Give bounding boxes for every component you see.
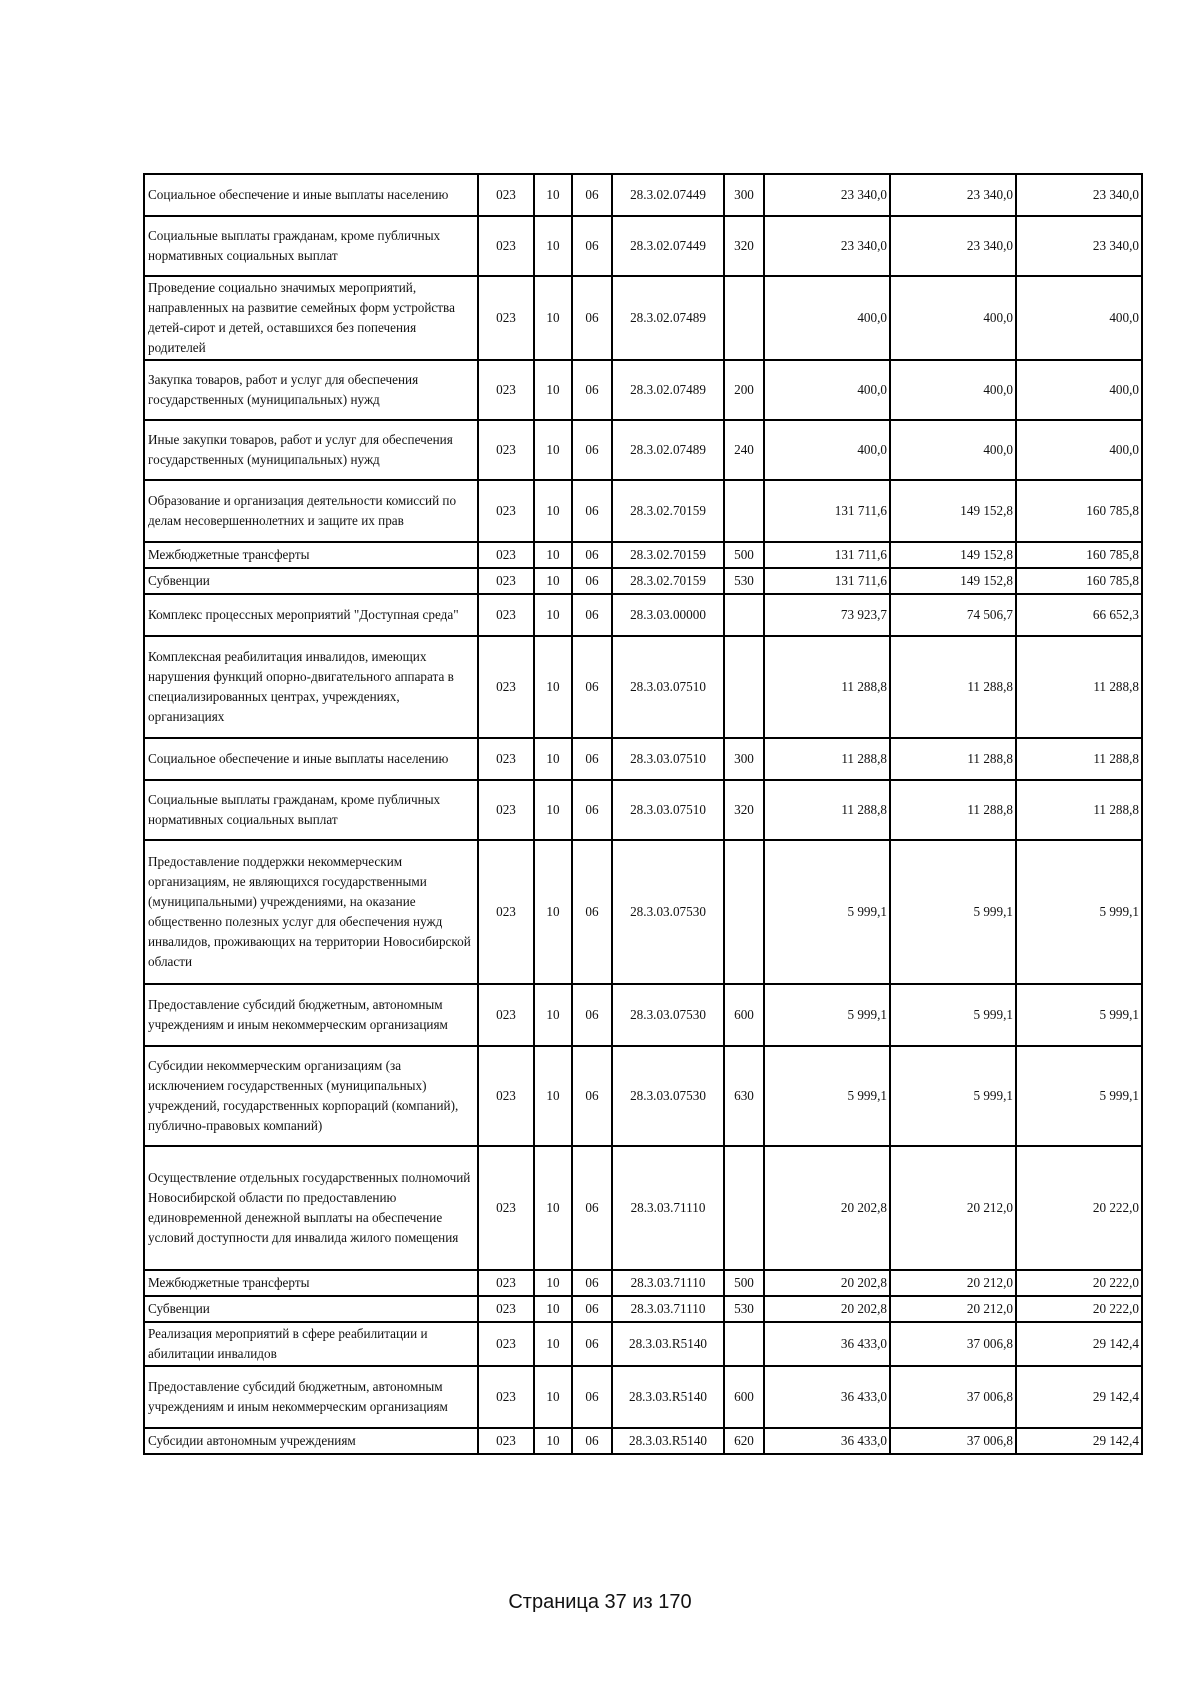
cell-name: Субвенции xyxy=(144,1296,478,1322)
cell-vr: 500 xyxy=(724,1270,764,1296)
cell-pr: 06 xyxy=(572,1322,612,1366)
cell-rz: 10 xyxy=(534,1146,572,1270)
cell-pr: 06 xyxy=(572,174,612,216)
cell-ved: 023 xyxy=(478,1270,534,1296)
cell-amount-year3: 11 288,8 xyxy=(1016,780,1142,840)
cell-csr: 28.3.03.R5140 xyxy=(612,1366,724,1428)
cell-amount-year3: 160 785,8 xyxy=(1016,568,1142,594)
cell-pr: 06 xyxy=(572,480,612,542)
cell-amount-year1: 20 202,8 xyxy=(764,1270,890,1296)
cell-amount-year1: 36 433,0 xyxy=(764,1366,890,1428)
cell-vr: 320 xyxy=(724,780,764,840)
cell-ved: 023 xyxy=(478,1296,534,1322)
cell-ved: 023 xyxy=(478,480,534,542)
cell-amount-year1: 5 999,1 xyxy=(764,1046,890,1146)
cell-name: Реализация мероприятий в сфере реабилитации и абилитации инвалидов xyxy=(144,1322,478,1366)
cell-csr: 28.3.03.R5140 xyxy=(612,1428,724,1454)
cell-name: Проведение социально значимых мероприятий, направленных на развитие семейных форм устройства детей-сирот и детей, оставшихся без попечения родителей xyxy=(144,276,478,360)
cell-name: Социальные выплаты гражданам, кроме публичных нормативных социальных выплат xyxy=(144,216,478,276)
table-row xyxy=(144,542,1142,568)
cell-ved: 023 xyxy=(478,594,534,636)
cell-amount-year3: 5 999,1 xyxy=(1016,1046,1142,1146)
cell-pr: 06 xyxy=(572,984,612,1046)
cell-amount-year2: 23 340,0 xyxy=(890,174,1016,216)
cell-amount-year1: 131 711,6 xyxy=(764,542,890,568)
cell-name: Комплекс процессных мероприятий "Доступная среда" xyxy=(144,594,478,636)
table-row xyxy=(144,594,1142,636)
cell-vr xyxy=(724,276,764,360)
table-row xyxy=(144,1296,1142,1322)
cell-amount-year2: 20 212,0 xyxy=(890,1296,1016,1322)
cell-vr: 500 xyxy=(724,542,764,568)
cell-rz: 10 xyxy=(534,1428,572,1454)
cell-csr: 28.3.02.07449 xyxy=(612,216,724,276)
cell-csr: 28.3.03.71110 xyxy=(612,1146,724,1270)
table-row xyxy=(144,1428,1142,1454)
cell-pr: 06 xyxy=(572,840,612,984)
cell-ved: 023 xyxy=(478,738,534,780)
cell-amount-year1: 20 202,8 xyxy=(764,1146,890,1270)
cell-amount-year1: 400,0 xyxy=(764,276,890,360)
cell-csr: 28.3.03.71110 xyxy=(612,1296,724,1322)
cell-rz: 10 xyxy=(534,568,572,594)
cell-rz: 10 xyxy=(534,636,572,738)
cell-name: Комплексная реабилитация инвалидов, имеющих нарушения функций опорно-двигательного аппарата в специализированных центрах, учреждениях, организациях xyxy=(144,636,478,738)
cell-name: Предоставление субсидий бюджетным, автономным учреждениям и иным некоммерческим организациям xyxy=(144,1366,478,1428)
cell-amount-year1: 73 923,7 xyxy=(764,594,890,636)
cell-amount-year1: 131 711,6 xyxy=(764,480,890,542)
cell-amount-year1: 11 288,8 xyxy=(764,738,890,780)
cell-vr: 320 xyxy=(724,216,764,276)
cell-ved: 023 xyxy=(478,840,534,984)
cell-rz: 10 xyxy=(534,1046,572,1146)
cell-name: Социальные выплаты гражданам, кроме публичных нормативных социальных выплат xyxy=(144,780,478,840)
cell-pr: 06 xyxy=(572,1366,612,1428)
cell-csr: 28.3.02.70159 xyxy=(612,542,724,568)
cell-name: Межбюджетные трансферты xyxy=(144,542,478,568)
cell-name: Предоставление субсидий бюджетным, автономным учреждениям и иным некоммерческим организациям xyxy=(144,984,478,1046)
table-row xyxy=(144,216,1142,276)
cell-amount-year2: 400,0 xyxy=(890,276,1016,360)
cell-amount-year2: 149 152,8 xyxy=(890,568,1016,594)
cell-csr: 28.3.02.07449 xyxy=(612,174,724,216)
cell-amount-year1: 400,0 xyxy=(764,360,890,420)
cell-name: Закупка товаров, работ и услуг для обеспечения государственных (муниципальных) нужд xyxy=(144,360,478,420)
table-row xyxy=(144,360,1142,420)
cell-pr: 06 xyxy=(572,1428,612,1454)
cell-csr: 28.3.03.07510 xyxy=(612,780,724,840)
cell-csr: 28.3.03.07530 xyxy=(612,1046,724,1146)
cell-vr: 200 xyxy=(724,360,764,420)
cell-amount-year1: 23 340,0 xyxy=(764,216,890,276)
cell-rz: 10 xyxy=(534,840,572,984)
cell-name: Социальное обеспечение и иные выплаты населению xyxy=(144,174,478,216)
cell-amount-year3: 20 222,0 xyxy=(1016,1296,1142,1322)
cell-name: Межбюджетные трансферты xyxy=(144,1270,478,1296)
cell-pr: 06 xyxy=(572,1270,612,1296)
cell-vr: 240 xyxy=(724,420,764,480)
cell-pr: 06 xyxy=(572,216,612,276)
cell-amount-year1: 400,0 xyxy=(764,420,890,480)
cell-ved: 023 xyxy=(478,1046,534,1146)
budget-table-body xyxy=(144,174,1142,1454)
cell-ved: 023 xyxy=(478,568,534,594)
cell-amount-year3: 160 785,8 xyxy=(1016,480,1142,542)
table-row xyxy=(144,1322,1142,1366)
cell-amount-year1: 23 340,0 xyxy=(764,174,890,216)
cell-amount-year2: 149 152,8 xyxy=(890,542,1016,568)
cell-amount-year2: 20 212,0 xyxy=(890,1146,1016,1270)
budget-table xyxy=(143,173,1143,1455)
cell-pr: 06 xyxy=(572,568,612,594)
cell-amount-year2: 149 152,8 xyxy=(890,480,1016,542)
cell-pr: 06 xyxy=(572,542,612,568)
cell-amount-year2: 5 999,1 xyxy=(890,1046,1016,1146)
cell-name: Субсидии некоммерческим организациям (за исключением государственных (муниципальных) учреждений, государственных корпораций (компаний), публично-правовых компаний) xyxy=(144,1046,478,1146)
cell-csr: 28.3.03.71110 xyxy=(612,1270,724,1296)
cell-vr xyxy=(724,594,764,636)
page-footer: Страница 37 из 170 xyxy=(508,1591,692,1613)
cell-rz: 10 xyxy=(534,276,572,360)
cell-pr: 06 xyxy=(572,1146,612,1270)
cell-rz: 10 xyxy=(534,420,572,480)
cell-rz: 10 xyxy=(534,1270,572,1296)
cell-vr xyxy=(724,1322,764,1366)
cell-amount-year2: 20 212,0 xyxy=(890,1270,1016,1296)
cell-amount-year3: 23 340,0 xyxy=(1016,216,1142,276)
cell-amount-year1: 11 288,8 xyxy=(764,636,890,738)
cell-csr: 28.3.03.R5140 xyxy=(612,1322,724,1366)
cell-vr: 530 xyxy=(724,568,764,594)
cell-ved: 023 xyxy=(478,276,534,360)
cell-csr: 28.3.02.70159 xyxy=(612,480,724,542)
table-row xyxy=(144,636,1142,738)
cell-amount-year2: 74 506,7 xyxy=(890,594,1016,636)
cell-pr: 06 xyxy=(572,594,612,636)
cell-rz: 10 xyxy=(534,542,572,568)
cell-amount-year3: 400,0 xyxy=(1016,360,1142,420)
cell-amount-year3: 5 999,1 xyxy=(1016,840,1142,984)
table-row xyxy=(144,1146,1142,1270)
cell-amount-year1: 36 433,0 xyxy=(764,1428,890,1454)
cell-rz: 10 xyxy=(534,360,572,420)
table-row xyxy=(144,780,1142,840)
cell-amount-year3: 11 288,8 xyxy=(1016,738,1142,780)
table-row xyxy=(144,1366,1142,1428)
cell-csr: 28.3.02.07489 xyxy=(612,420,724,480)
cell-ved: 023 xyxy=(478,216,534,276)
cell-amount-year2: 11 288,8 xyxy=(890,636,1016,738)
cell-ved: 023 xyxy=(478,1428,534,1454)
cell-amount-year3: 29 142,4 xyxy=(1016,1428,1142,1454)
cell-csr: 28.3.03.07530 xyxy=(612,840,724,984)
cell-name: Иные закупки товаров, работ и услуг для обеспечения государственных (муниципальных) нужд xyxy=(144,420,478,480)
cell-amount-year2: 23 340,0 xyxy=(890,216,1016,276)
cell-amount-year3: 400,0 xyxy=(1016,276,1142,360)
cell-csr: 28.3.02.07489 xyxy=(612,360,724,420)
cell-amount-year3: 23 340,0 xyxy=(1016,174,1142,216)
cell-amount-year3: 5 999,1 xyxy=(1016,984,1142,1046)
cell-ved: 023 xyxy=(478,1146,534,1270)
cell-pr: 06 xyxy=(572,780,612,840)
cell-ved: 023 xyxy=(478,636,534,738)
cell-rz: 10 xyxy=(534,216,572,276)
cell-amount-year2: 11 288,8 xyxy=(890,738,1016,780)
cell-name: Предоставление поддержки некоммерческим организациям, не являющихся государственными (муниципальными) учреждениями, на оказание общественно полезных услуг для обеспечения нужд инвалидов, проживающих на территории Новосибирской области xyxy=(144,840,478,984)
cell-amount-year3: 20 222,0 xyxy=(1016,1270,1142,1296)
cell-rz: 10 xyxy=(534,984,572,1046)
cell-ved: 023 xyxy=(478,1322,534,1366)
cell-csr: 28.3.03.07510 xyxy=(612,738,724,780)
cell-amount-year1: 131 711,6 xyxy=(764,568,890,594)
cell-name: Субсидии автономным учреждениям xyxy=(144,1428,478,1454)
cell-ved: 023 xyxy=(478,420,534,480)
cell-rz: 10 xyxy=(534,1322,572,1366)
table-row xyxy=(144,840,1142,984)
cell-ved: 023 xyxy=(478,360,534,420)
cell-pr: 06 xyxy=(572,420,612,480)
cell-pr: 06 xyxy=(572,1046,612,1146)
cell-vr xyxy=(724,840,764,984)
cell-amount-year2: 37 006,8 xyxy=(890,1366,1016,1428)
cell-vr xyxy=(724,480,764,542)
table-row xyxy=(144,420,1142,480)
cell-rz: 10 xyxy=(534,174,572,216)
cell-csr: 28.3.02.70159 xyxy=(612,568,724,594)
cell-vr: 300 xyxy=(724,738,764,780)
cell-pr: 06 xyxy=(572,738,612,780)
cell-ved: 023 xyxy=(478,174,534,216)
cell-rz: 10 xyxy=(534,480,572,542)
cell-amount-year1: 20 202,8 xyxy=(764,1296,890,1322)
cell-amount-year2: 5 999,1 xyxy=(890,840,1016,984)
cell-rz: 10 xyxy=(534,1296,572,1322)
cell-rz: 10 xyxy=(534,738,572,780)
cell-ved: 023 xyxy=(478,1366,534,1428)
cell-vr: 630 xyxy=(724,1046,764,1146)
cell-pr: 06 xyxy=(572,1296,612,1322)
cell-amount-year2: 37 006,8 xyxy=(890,1322,1016,1366)
cell-amount-year3: 66 652,3 xyxy=(1016,594,1142,636)
cell-amount-year2: 5 999,1 xyxy=(890,984,1016,1046)
table-row xyxy=(144,738,1142,780)
cell-amount-year2: 400,0 xyxy=(890,420,1016,480)
cell-amount-year3: 29 142,4 xyxy=(1016,1322,1142,1366)
table-row xyxy=(144,568,1142,594)
cell-name: Субвенции xyxy=(144,568,478,594)
table-row xyxy=(144,276,1142,360)
cell-vr: 620 xyxy=(724,1428,764,1454)
cell-amount-year3: 160 785,8 xyxy=(1016,542,1142,568)
cell-vr: 600 xyxy=(724,984,764,1046)
table-row xyxy=(144,1270,1142,1296)
table-row xyxy=(144,174,1142,216)
cell-csr: 28.3.03.00000 xyxy=(612,594,724,636)
cell-pr: 06 xyxy=(572,636,612,738)
cell-pr: 06 xyxy=(572,360,612,420)
cell-csr: 28.3.02.07489 xyxy=(612,276,724,360)
cell-vr xyxy=(724,636,764,738)
cell-vr: 600 xyxy=(724,1366,764,1428)
cell-rz: 10 xyxy=(534,1366,572,1428)
cell-amount-year3: 400,0 xyxy=(1016,420,1142,480)
cell-amount-year3: 29 142,4 xyxy=(1016,1366,1142,1428)
cell-vr: 300 xyxy=(724,174,764,216)
cell-vr xyxy=(724,1146,764,1270)
cell-pr: 06 xyxy=(572,276,612,360)
cell-csr: 28.3.03.07530 xyxy=(612,984,724,1046)
cell-amount-year1: 11 288,8 xyxy=(764,780,890,840)
cell-amount-year3: 20 222,0 xyxy=(1016,1146,1142,1270)
cell-amount-year1: 5 999,1 xyxy=(764,840,890,984)
cell-ved: 023 xyxy=(478,984,534,1046)
cell-amount-year2: 11 288,8 xyxy=(890,780,1016,840)
table-row xyxy=(144,1046,1142,1146)
cell-csr: 28.3.03.07510 xyxy=(612,636,724,738)
cell-amount-year1: 5 999,1 xyxy=(764,984,890,1046)
cell-amount-year1: 36 433,0 xyxy=(764,1322,890,1366)
cell-rz: 10 xyxy=(534,594,572,636)
cell-name: Осуществление отдельных государственных полномочий Новосибирской области по предоставлению единовременной денежной выплаты на обеспечение условий доступности для инвалида жилого помещения xyxy=(144,1146,478,1270)
cell-vr: 530 xyxy=(724,1296,764,1322)
cell-amount-year2: 37 006,8 xyxy=(890,1428,1016,1454)
table-row xyxy=(144,984,1142,1046)
cell-name: Образование и организация деятельности комиссий по делам несовершеннолетних и защите их прав xyxy=(144,480,478,542)
cell-amount-year2: 400,0 xyxy=(890,360,1016,420)
cell-rz: 10 xyxy=(534,780,572,840)
cell-ved: 023 xyxy=(478,780,534,840)
table-row xyxy=(144,480,1142,542)
cell-ved: 023 xyxy=(478,542,534,568)
cell-amount-year3: 11 288,8 xyxy=(1016,636,1142,738)
cell-name: Социальное обеспечение и иные выплаты населению xyxy=(144,738,478,780)
